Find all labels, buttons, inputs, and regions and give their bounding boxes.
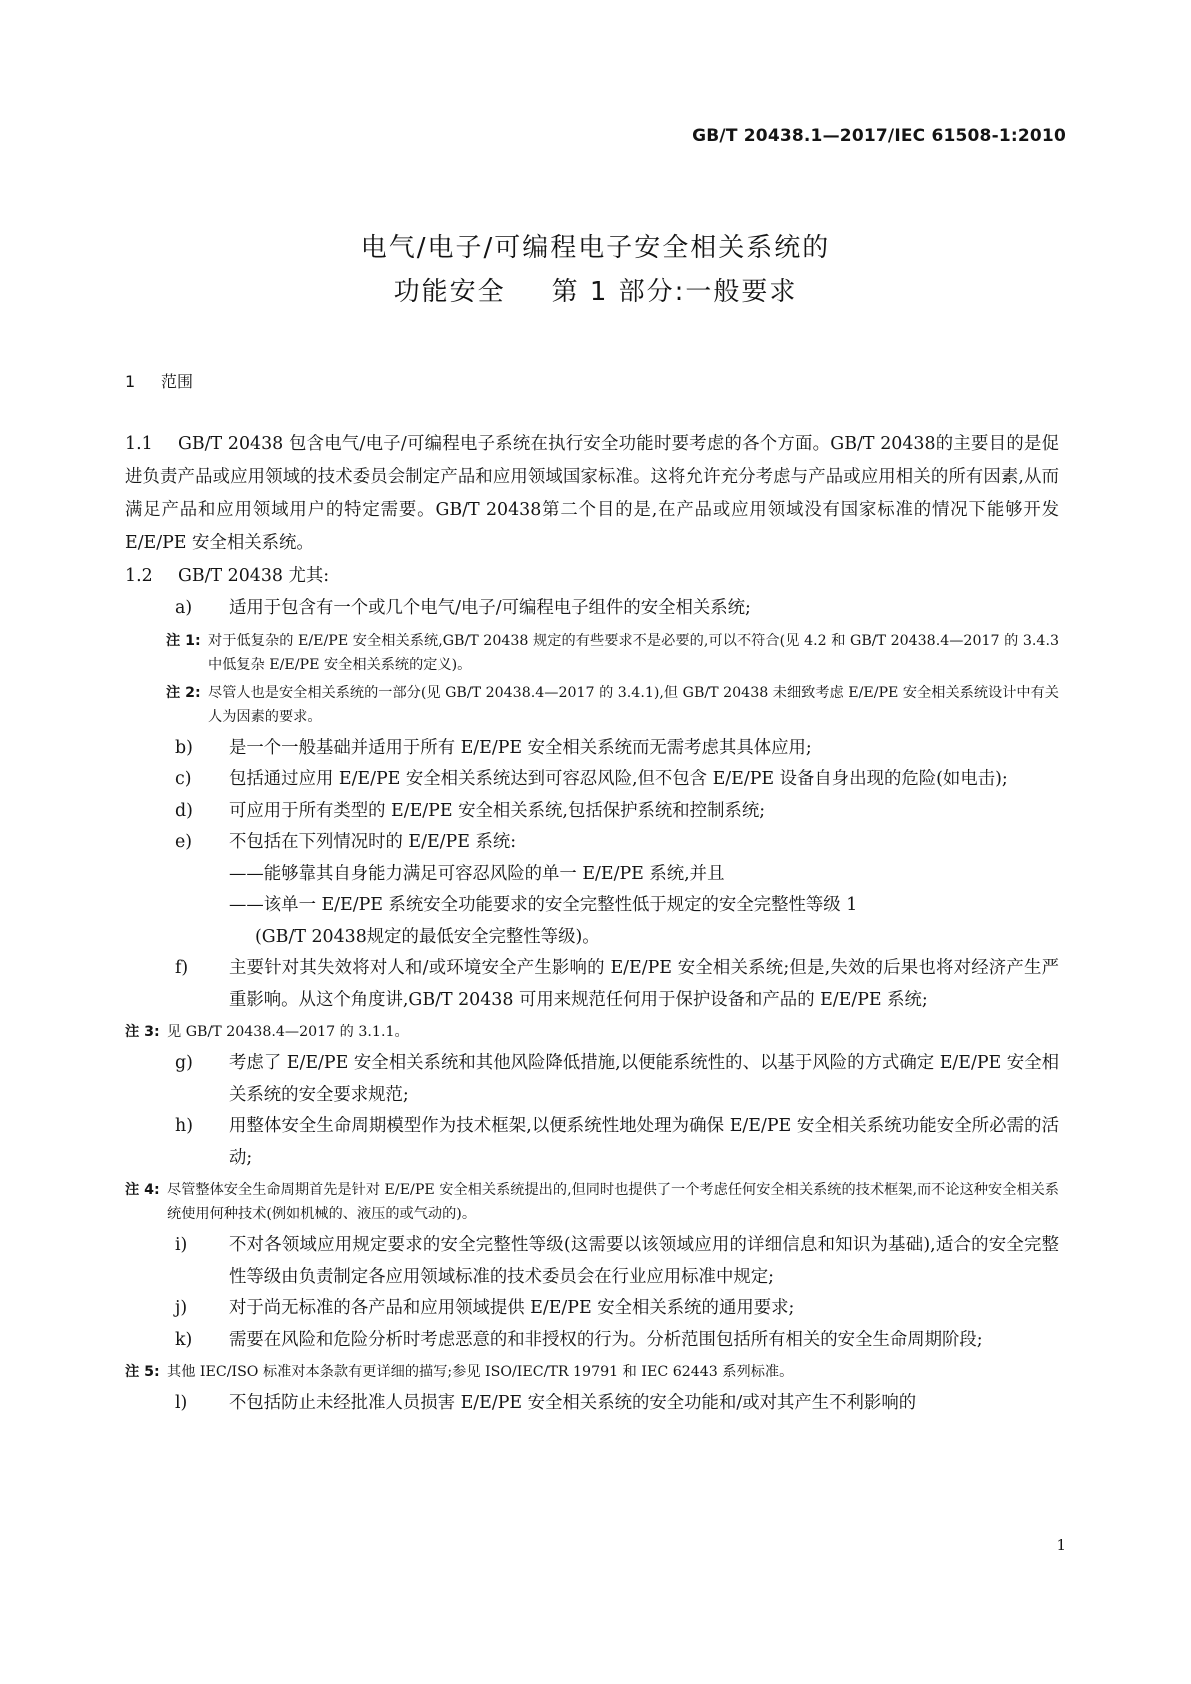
list-item-f	[125, 953, 1059, 1016]
list-item-i	[125, 1230, 1059, 1293]
section-title: 范围	[161, 372, 194, 391]
page-title	[0, 226, 1191, 314]
item-text: 包括通过应用 E/E/PE 安全相关系统达到可容忍风险,但不包含 E/E/PE 设备自身出现的危险(如电击);	[229, 769, 1008, 789]
item-text: 需要在风险和危险分析时考虑恶意的和非授权的行为。分析范围包括所有相关的安全生命周期阶段;	[229, 1329, 983, 1350]
note-label: 注 2:	[166, 684, 201, 701]
item-label: l)	[175, 1393, 188, 1413]
list-item-b	[125, 733, 1059, 765]
item-text: 适用于包含有一个或几个电气/电子/可编程电子组件的安全相关系统;	[229, 598, 751, 618]
clause-1-2	[125, 560, 1059, 593]
list-item-e	[125, 827, 1059, 859]
list-item-k	[125, 1325, 1059, 1357]
item-label: c)	[175, 769, 192, 789]
note-text: 尽管整体安全生命周期首先是针对 E/E/PE 安全相关系统提出的,但同时也提供了一个考虑任何安全相关系统的技术框架,而不论这种安全相关系统使用何种技术(例如机械的、液压的或气动的)。	[167, 1182, 1059, 1222]
item-text: 不包括防止未经批准人员损害 E/E/PE 安全相关系统的安全功能和/或对其产生不利影响的	[229, 1393, 917, 1413]
item-label: k)	[175, 1329, 193, 1350]
item-label: a)	[175, 598, 193, 618]
list-item-g	[125, 1048, 1059, 1111]
item-label: d)	[175, 800, 193, 821]
item-text: 主要针对其失效将对人和/或环境安全产生影响的 E/E/PE 安全相关系统;但是,失效的后果也将对经济产生严重影响。从这个角度讲,GB/T 20438 可用来规范任何用于保护设备和产品的 E/E/PE 系统;	[229, 958, 1059, 1010]
note-text: 尽管人也是安全相关系统的一部分(见 GB/T 20438.4—2017 的 3.4.1),但 GB/T 20438 未细致考虑 E/E/PE 安全相关系统设计中有关人为因素的要求。	[208, 684, 1059, 725]
item-text: 可应用于所有类型的 E/E/PE 安全相关系统,包括保护系统和控制系统;	[229, 800, 766, 821]
clause-text: GB/T 20438 包含电气/电子/可编程电子系统在执行安全功能时要考虑的各个方面。GB/T 20438的主要目的是促进负责产品或应用领域的技术委员会制定产品和应用领域国家标准。这将允许充分考虑与产品或应用相关的所有因素,从而满足产品和应用领域用户的特定需要。GB/T 20438第二个目的是,在产品或应用领域没有国家标准的情况下能够开发 E/E/PE 安全相关系统。	[125, 434, 1059, 553]
section-number: 1	[125, 372, 136, 391]
dash-item-2-continuation: (GB/T 20438规定的最低安全完整性等级)。	[255, 926, 600, 947]
dash-item-2	[125, 890, 1059, 953]
list-item-d	[125, 796, 1059, 828]
note-label: 注 1:	[166, 632, 201, 649]
list-item-a	[125, 593, 1059, 625]
clause-number: 1.2	[125, 566, 153, 586]
item-label: g)	[175, 1053, 193, 1073]
note-text: 其他 IEC/ISO 标准对本条款有更详细的描写;参见 ISO/IEC/TR 19791 和 IEC 62443 系列标准。	[167, 1364, 794, 1380]
note-label: 注 4:	[125, 1182, 160, 1198]
item-text: 不对各领域应用规定要求的安全完整性等级(这需要以该领域应用的详细信息和知识为基础),适合的安全完整性等级由负责制定各应用领域标准的技术委员会在行业应用标准中规定;	[229, 1235, 1059, 1287]
item-label: e)	[175, 832, 193, 852]
item-text: 对于尚无标准的各产品和应用领域提供 E/E/PE 安全相关系统的通用要求;	[229, 1298, 795, 1318]
item-label: j)	[175, 1298, 188, 1318]
list-item-c	[125, 764, 1059, 796]
title-line-2	[0, 270, 1191, 314]
title-line-2-part-b: 第 1 部分:一般要求	[551, 277, 798, 307]
note-text: 见 GB/T 20438.4—2017 的 3.1.1。	[167, 1024, 409, 1040]
item-text: 不包括在下列情况时的 E/E/PE 系统:	[229, 832, 517, 852]
dash-item-1: ——能够靠其自身能力满足可容忍风险的单一 E/E/PE 系统,并且	[229, 863, 725, 884]
note-2	[125, 681, 1059, 729]
list-item-l	[125, 1388, 1059, 1420]
note-text: 对于低复杂的 E/E/PE 安全相关系统,GB/T 20438 规定的有些要求不是必要的,可以不符合(见 4.2 和 GB/T 20438.4—2017 的 3.4.3 中低复杂 E/E/PE 安全相关系统的定义)。	[208, 632, 1059, 673]
section-heading	[125, 369, 193, 392]
note-3	[125, 1020, 1059, 1044]
title-line-1: 电气/电子/可编程电子安全相关系统的	[360, 233, 831, 263]
body-text	[125, 428, 1059, 1420]
item-label: b)	[175, 737, 193, 758]
list-item-j	[125, 1293, 1059, 1325]
note-1	[125, 629, 1059, 677]
note-4	[125, 1178, 1059, 1226]
item-label: h)	[175, 1116, 193, 1136]
item-text: 是一个一般基础并适用于所有 E/E/PE 安全相关系统而无需考虑其具体应用;	[229, 737, 812, 758]
title-line-2-part-a: 功能安全	[393, 277, 506, 307]
dash-item-2-text: ——该单一 E/E/PE 系统安全功能要求的安全完整性低于规定的安全完整性等级 1	[229, 895, 858, 915]
item-text: 用整体安全生命周期模型作为技术框架,以便系统性地处理为确保 E/E/PE 安全相关系统功能安全所必需的活动;	[229, 1116, 1059, 1168]
note-label: 注 3:	[125, 1024, 160, 1040]
clause-number: 1.1	[125, 434, 153, 454]
item-label: f)	[175, 958, 189, 978]
note-label: 注 5:	[125, 1364, 160, 1380]
note-5	[125, 1360, 1059, 1384]
clause-1-1	[125, 428, 1059, 560]
item-label: i)	[175, 1235, 188, 1255]
page-number: 1	[1056, 1536, 1066, 1554]
standard-number: GB/T 20438.1—2017/IEC 61508-1:2010	[692, 126, 1066, 146]
clause-text: GB/T 20438 尤其:	[178, 566, 330, 586]
item-text: 考虑了 E/E/PE 安全相关系统和其他风险降低措施,以便能系统性的、以基于风险的方式确定 E/E/PE 安全相关系统的安全要求规范;	[229, 1053, 1059, 1105]
list-item-h	[125, 1111, 1059, 1174]
